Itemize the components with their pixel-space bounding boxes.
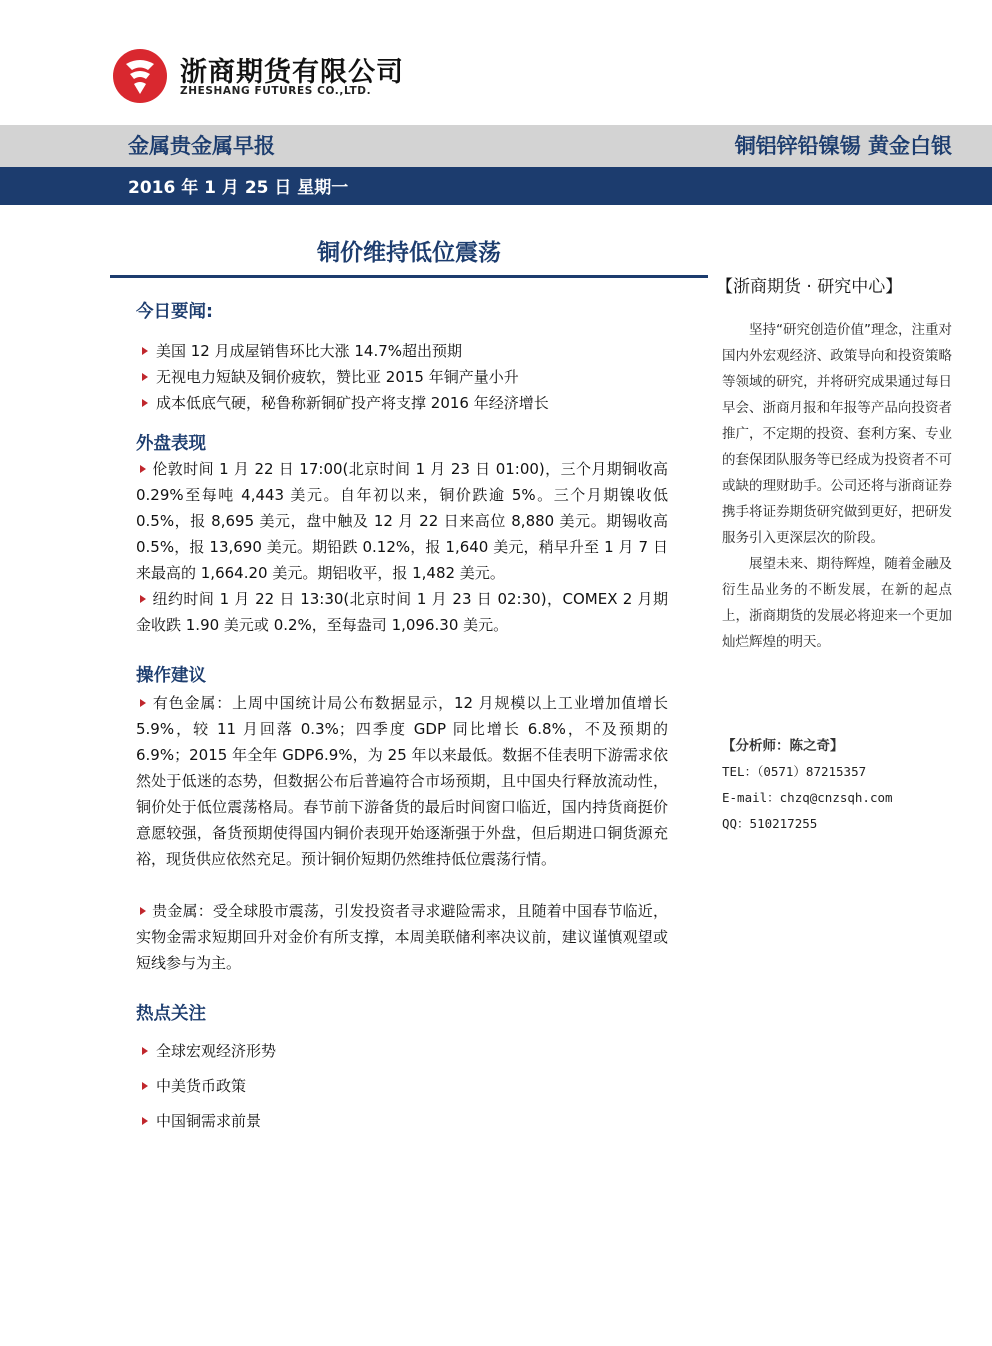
analyst-email: E-mail：chzq@cnzsqh.com xyxy=(722,790,893,805)
overseas-paragraph-2: 纽约时间 1 月 22 日 13:30(北京时间 1 月 23 日 02:30)，COMEX 2 月期金收跌 1.90 美元或 0.2%，至每盎司 1,096.30 美元。 xyxy=(136,590,668,634)
red-triangle-bullet-icon xyxy=(142,1047,148,1055)
red-triangle-bullet-icon xyxy=(140,907,146,915)
red-triangle-bullet-icon xyxy=(142,1082,148,1090)
news-list xyxy=(136,338,668,416)
advice-paragraph-1: 有色金属：上周中国统计局公布数据显示，12 月规模以上工业增加值增长 5.9%，较 11 月回落 0.3%；四季度 GDP 同比增长 6.8%，不及预期的 6.9%；2015 年全年 GDP6.9%，为 25 年以来最低。数据不佳表明下游需求依然处于低迷的态势，但数据公布后普遍符合市场预期，且中国央行释放流动性，铜价处于低位震荡格局。春节前下游备货的最后时间窗口临近，国内持货商挺价意愿较强，备货预期使得国内铜价表现开始逐渐强于外盘，但后期进口铜货源充裕，现货供应依然充足。预计铜价短期仍然维持低位震荡行情。 xyxy=(136,694,668,868)
red-triangle-bullet-icon xyxy=(140,699,146,707)
overseas-paragraph-1: 伦敦时间 1 月 22 日 17:00(北京时间 1 月 23 日 01:00)，三个月期铜收高 0.29%至每吨 4,443 美元。自年初以来，铜价跌逾 5%。三个月期镍收低 0.5%，报 8,695 美元，盘中触及 12 月 22 日来高位 8,880 美元。期锡收高 0.5%，报 13,690 美元。期铅跌 0.12%，报 1,640 美元，稍早升至 1 月 7 日来最高的 1,664.20 美元。期铝收平，报 1,482 美元。 xyxy=(136,460,668,582)
red-triangle-bullet-icon xyxy=(140,595,146,603)
analyst-name: 【分析师：陈之奇】 xyxy=(722,738,844,754)
list-item: 成本低底气硬，秘鲁称新铜矿投产将支撑 2016 年经济增长 xyxy=(136,390,668,416)
red-triangle-bullet-icon xyxy=(142,347,148,355)
list-item: 无视电力短缺及铜价疲软，赞比亚 2015 年铜产量小升 xyxy=(136,364,668,390)
list-item: 全球宏观经济形势 xyxy=(136,1038,668,1064)
red-triangle-bullet-icon xyxy=(142,373,148,381)
report-date: 2016 年 1 月 25 日 星期一 xyxy=(128,178,349,198)
sidebar-paragraph-1: 坚持“研究创造价值”理念，注重对国内外宏观经济、政策导向和投资策略等领域的研究，并将研究成果通过每日早会、浙商月报和年报等产品向投资者推广，不定期的投资、套利方案、专业的套保团队服务等已经成为投资者不可或缺的理财助手。公司还将与浙商证券携手将证券期货研究做到更好，把研发服务引入更深层次的阶段。 xyxy=(722,322,952,546)
list-item: 中美货币政策 xyxy=(136,1073,668,1099)
company-name-en: ZHESHANG FUTURES CO.,LTD. xyxy=(180,85,372,97)
list-item: 美国 12 月成屋销售环比大涨 14.7%超出预期 xyxy=(136,338,668,364)
analyst-qq: QQ：510217255 xyxy=(722,816,818,831)
red-triangle-bullet-icon xyxy=(142,399,148,407)
sidebar xyxy=(716,272,952,837)
report-metals: 铜铝锌铅镍锡 黄金白银 xyxy=(734,134,952,158)
title-divider xyxy=(110,275,708,278)
section-heading-advice: 操作建议 xyxy=(136,666,206,686)
section-heading-overseas: 外盘表现 xyxy=(136,434,206,454)
company-name-cn: 浙商期货有限公司 xyxy=(180,57,404,88)
hot-list xyxy=(136,1038,668,1134)
advice-paragraph-2: 贵金属：受全球股市震荡，引发投资者寻求避险需求，且随着中国春节临近，实物金需求短期回升对金价有所支撑，本周美联储利率决议前，建议谨慎观望或短线参与为主。 xyxy=(136,902,668,972)
report-name: 金属贵金属早报 xyxy=(128,134,275,158)
section-heading-hot: 热点关注 xyxy=(136,1004,206,1024)
sidebar-heading: 【浙商期货 · 研究中心】 xyxy=(716,277,903,297)
sidebar-paragraph-2: 展望未来、期待辉煌，随着金融及衍生品业务的不断发展，在新的起点上，浙商期货的发展必将迎来一个更加灿烂辉煌的明天。 xyxy=(722,556,952,650)
red-triangle-bullet-icon xyxy=(140,465,146,473)
red-triangle-bullet-icon xyxy=(142,1117,148,1125)
section-heading-news: 今日要闻: xyxy=(136,302,213,322)
main-content xyxy=(136,300,668,1134)
analyst-tel: TEL：（0571）87215357 xyxy=(722,764,867,779)
list-item: 中国铜需求前景 xyxy=(136,1108,668,1134)
zheshang-logo-icon xyxy=(112,48,168,104)
page-title: 铜价维持低位震荡 xyxy=(317,240,501,266)
